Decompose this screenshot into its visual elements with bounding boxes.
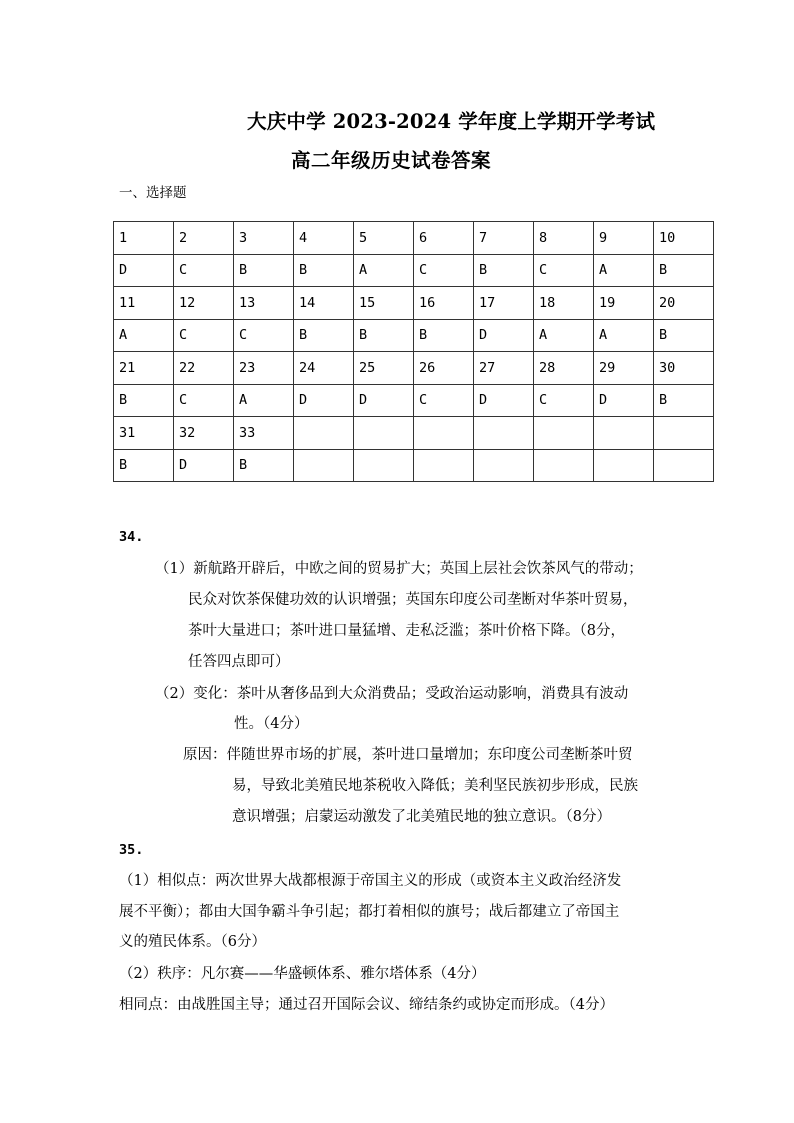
answer-cell: C <box>534 384 594 417</box>
answer-cell: B <box>414 319 474 352</box>
answer-cell: C <box>414 254 474 287</box>
question-number-cell: 12 <box>174 287 234 320</box>
question-number-cell <box>294 417 354 450</box>
answer-cell <box>534 449 594 482</box>
question-number-cell: 21 <box>114 352 174 385</box>
answer-cell: A <box>234 384 294 417</box>
answer-cell <box>474 449 534 482</box>
exam-title: 大庆中学 2023-2024 学年度上学期开学考试 <box>247 110 656 133</box>
question-number-cell <box>594 417 654 450</box>
question-number-cell: 11 <box>114 287 174 320</box>
question-number-cell: 22 <box>174 352 234 385</box>
q34-part3-line2: 易，导致北美殖民地茶税收入降低；美利坚民族初步形成，民族 <box>232 778 638 794</box>
answer-cell: B <box>354 319 414 352</box>
answer-cell: C <box>414 384 474 417</box>
answer-cell: A <box>354 254 414 287</box>
q34-part3-line1: 原因：伴随世界市场的扩展，茶叶进口量增加；东印度公司垄断茶叶贸 <box>183 747 633 763</box>
question-number-cell <box>414 417 474 450</box>
question-number-row <box>114 352 714 385</box>
q35-part2-line1: （2）秩序：凡尔赛——华盛顿体系、雅尔塔体系（4分） <box>119 966 486 982</box>
question-number-row <box>114 222 714 255</box>
answer-cell: D <box>474 319 534 352</box>
answer-cell: A <box>534 319 594 352</box>
answer-cell: B <box>654 254 714 287</box>
answer-cell: D <box>594 384 654 417</box>
answer-cell: C <box>174 254 234 287</box>
answer-cell: A <box>594 319 654 352</box>
question-number-row <box>114 417 714 450</box>
answer-cell <box>294 449 354 482</box>
section-heading-multiple-choice: 一、选择题 <box>119 185 187 201</box>
question-35-number: 35. <box>119 842 144 858</box>
q35-part3-line1: 相同点：由战胜国主导；通过召开国际会议、缔结条约或协定而形成。（4分） <box>119 997 614 1013</box>
answer-cell: B <box>654 384 714 417</box>
q35-part1-line1: （1）相似点：两次世界大战都根源于帝国主义的形成（或资本主义政治经济发 <box>119 873 622 889</box>
question-number-row <box>114 287 714 320</box>
question-number-cell: 33 <box>234 417 294 450</box>
answer-cell <box>414 449 474 482</box>
q34-part2-line2: 性。（4分） <box>234 716 309 732</box>
answer-cell: B <box>654 319 714 352</box>
q35-part1-line3: 义的殖民体系。（6分） <box>119 934 266 950</box>
question-number-cell: 18 <box>534 287 594 320</box>
q34-part1-line1: （1）新航路开辟后，中欧之间的贸易扩大；英国上层社会饮茶风气的带动； <box>155 561 643 577</box>
q34-part1-line2: 民众对饮茶保健功效的认识增强；英国东印度公司垄断对华茶叶贸易， <box>188 592 638 608</box>
answer-cell: D <box>174 449 234 482</box>
question-number-cell: 3 <box>234 222 294 255</box>
answer-cell: B <box>294 254 354 287</box>
question-number-cell: 4 <box>294 222 354 255</box>
question-number-cell: 28 <box>534 352 594 385</box>
question-number-cell: 17 <box>474 287 534 320</box>
question-number-cell: 23 <box>234 352 294 385</box>
answer-table <box>113 221 714 482</box>
question-number-cell: 30 <box>654 352 714 385</box>
question-number-cell: 20 <box>654 287 714 320</box>
answer-cell: B <box>294 319 354 352</box>
answer-cell <box>654 449 714 482</box>
q34-part1-line4: 任答四点即可） <box>188 654 290 670</box>
q34-part3-line3: 意识增强；启蒙运动激发了北美殖民地的独立意识。（8分） <box>232 809 611 825</box>
answer-cell: D <box>294 384 354 417</box>
question-number-cell: 6 <box>414 222 474 255</box>
q35-part1-line2: 展不平衡）；都由大国争霸斗争引起；都打着相似的旗号；战后都建立了帝国主 <box>119 904 620 920</box>
question-number-cell <box>534 417 594 450</box>
answer-cell: D <box>114 254 174 287</box>
answer-cell: B <box>114 449 174 482</box>
answer-cell: C <box>174 384 234 417</box>
question-number-cell: 9 <box>594 222 654 255</box>
answer-row <box>114 319 714 352</box>
question-number-cell: 1 <box>114 222 174 255</box>
answer-cell: D <box>474 384 534 417</box>
answer-row <box>114 254 714 287</box>
question-number-cell <box>354 417 414 450</box>
answer-cell: B <box>234 449 294 482</box>
answer-cell: B <box>114 384 174 417</box>
question-34-number: 34. <box>119 529 144 545</box>
answer-cell <box>594 449 654 482</box>
answer-cell: C <box>174 319 234 352</box>
question-number-cell: 26 <box>414 352 474 385</box>
question-number-cell <box>474 417 534 450</box>
question-number-cell: 29 <box>594 352 654 385</box>
question-number-cell: 7 <box>474 222 534 255</box>
q34-part2-line1: （2）变化：茶叶从奢侈品到大众消费品；受政治运动影响，消费具有波动 <box>155 686 629 702</box>
question-number-cell: 15 <box>354 287 414 320</box>
answer-row <box>114 449 714 482</box>
q34-part1-line3: 茶叶大量进口；茶叶进口量猛增、走私泛滥；茶叶价格下降。（8分， <box>188 623 625 639</box>
answer-cell: C <box>534 254 594 287</box>
answer-row <box>114 384 714 417</box>
question-number-cell: 8 <box>534 222 594 255</box>
question-number-cell: 2 <box>174 222 234 255</box>
exam-subtitle: 高二年级历史试卷答案 <box>291 149 492 172</box>
question-number-cell: 5 <box>354 222 414 255</box>
question-number-cell: 27 <box>474 352 534 385</box>
question-number-cell: 31 <box>114 417 174 450</box>
answer-cell: B <box>474 254 534 287</box>
question-number-cell <box>654 417 714 450</box>
question-number-cell: 10 <box>654 222 714 255</box>
question-number-cell: 24 <box>294 352 354 385</box>
question-number-cell: 16 <box>414 287 474 320</box>
question-number-cell: 13 <box>234 287 294 320</box>
answer-cell <box>354 449 414 482</box>
answer-cell: D <box>354 384 414 417</box>
answer-cell: A <box>594 254 654 287</box>
answer-cell: B <box>234 254 294 287</box>
answer-cell: C <box>234 319 294 352</box>
question-number-cell: 19 <box>594 287 654 320</box>
answer-cell: A <box>114 319 174 352</box>
question-number-cell: 25 <box>354 352 414 385</box>
question-number-cell: 14 <box>294 287 354 320</box>
question-number-cell: 32 <box>174 417 234 450</box>
